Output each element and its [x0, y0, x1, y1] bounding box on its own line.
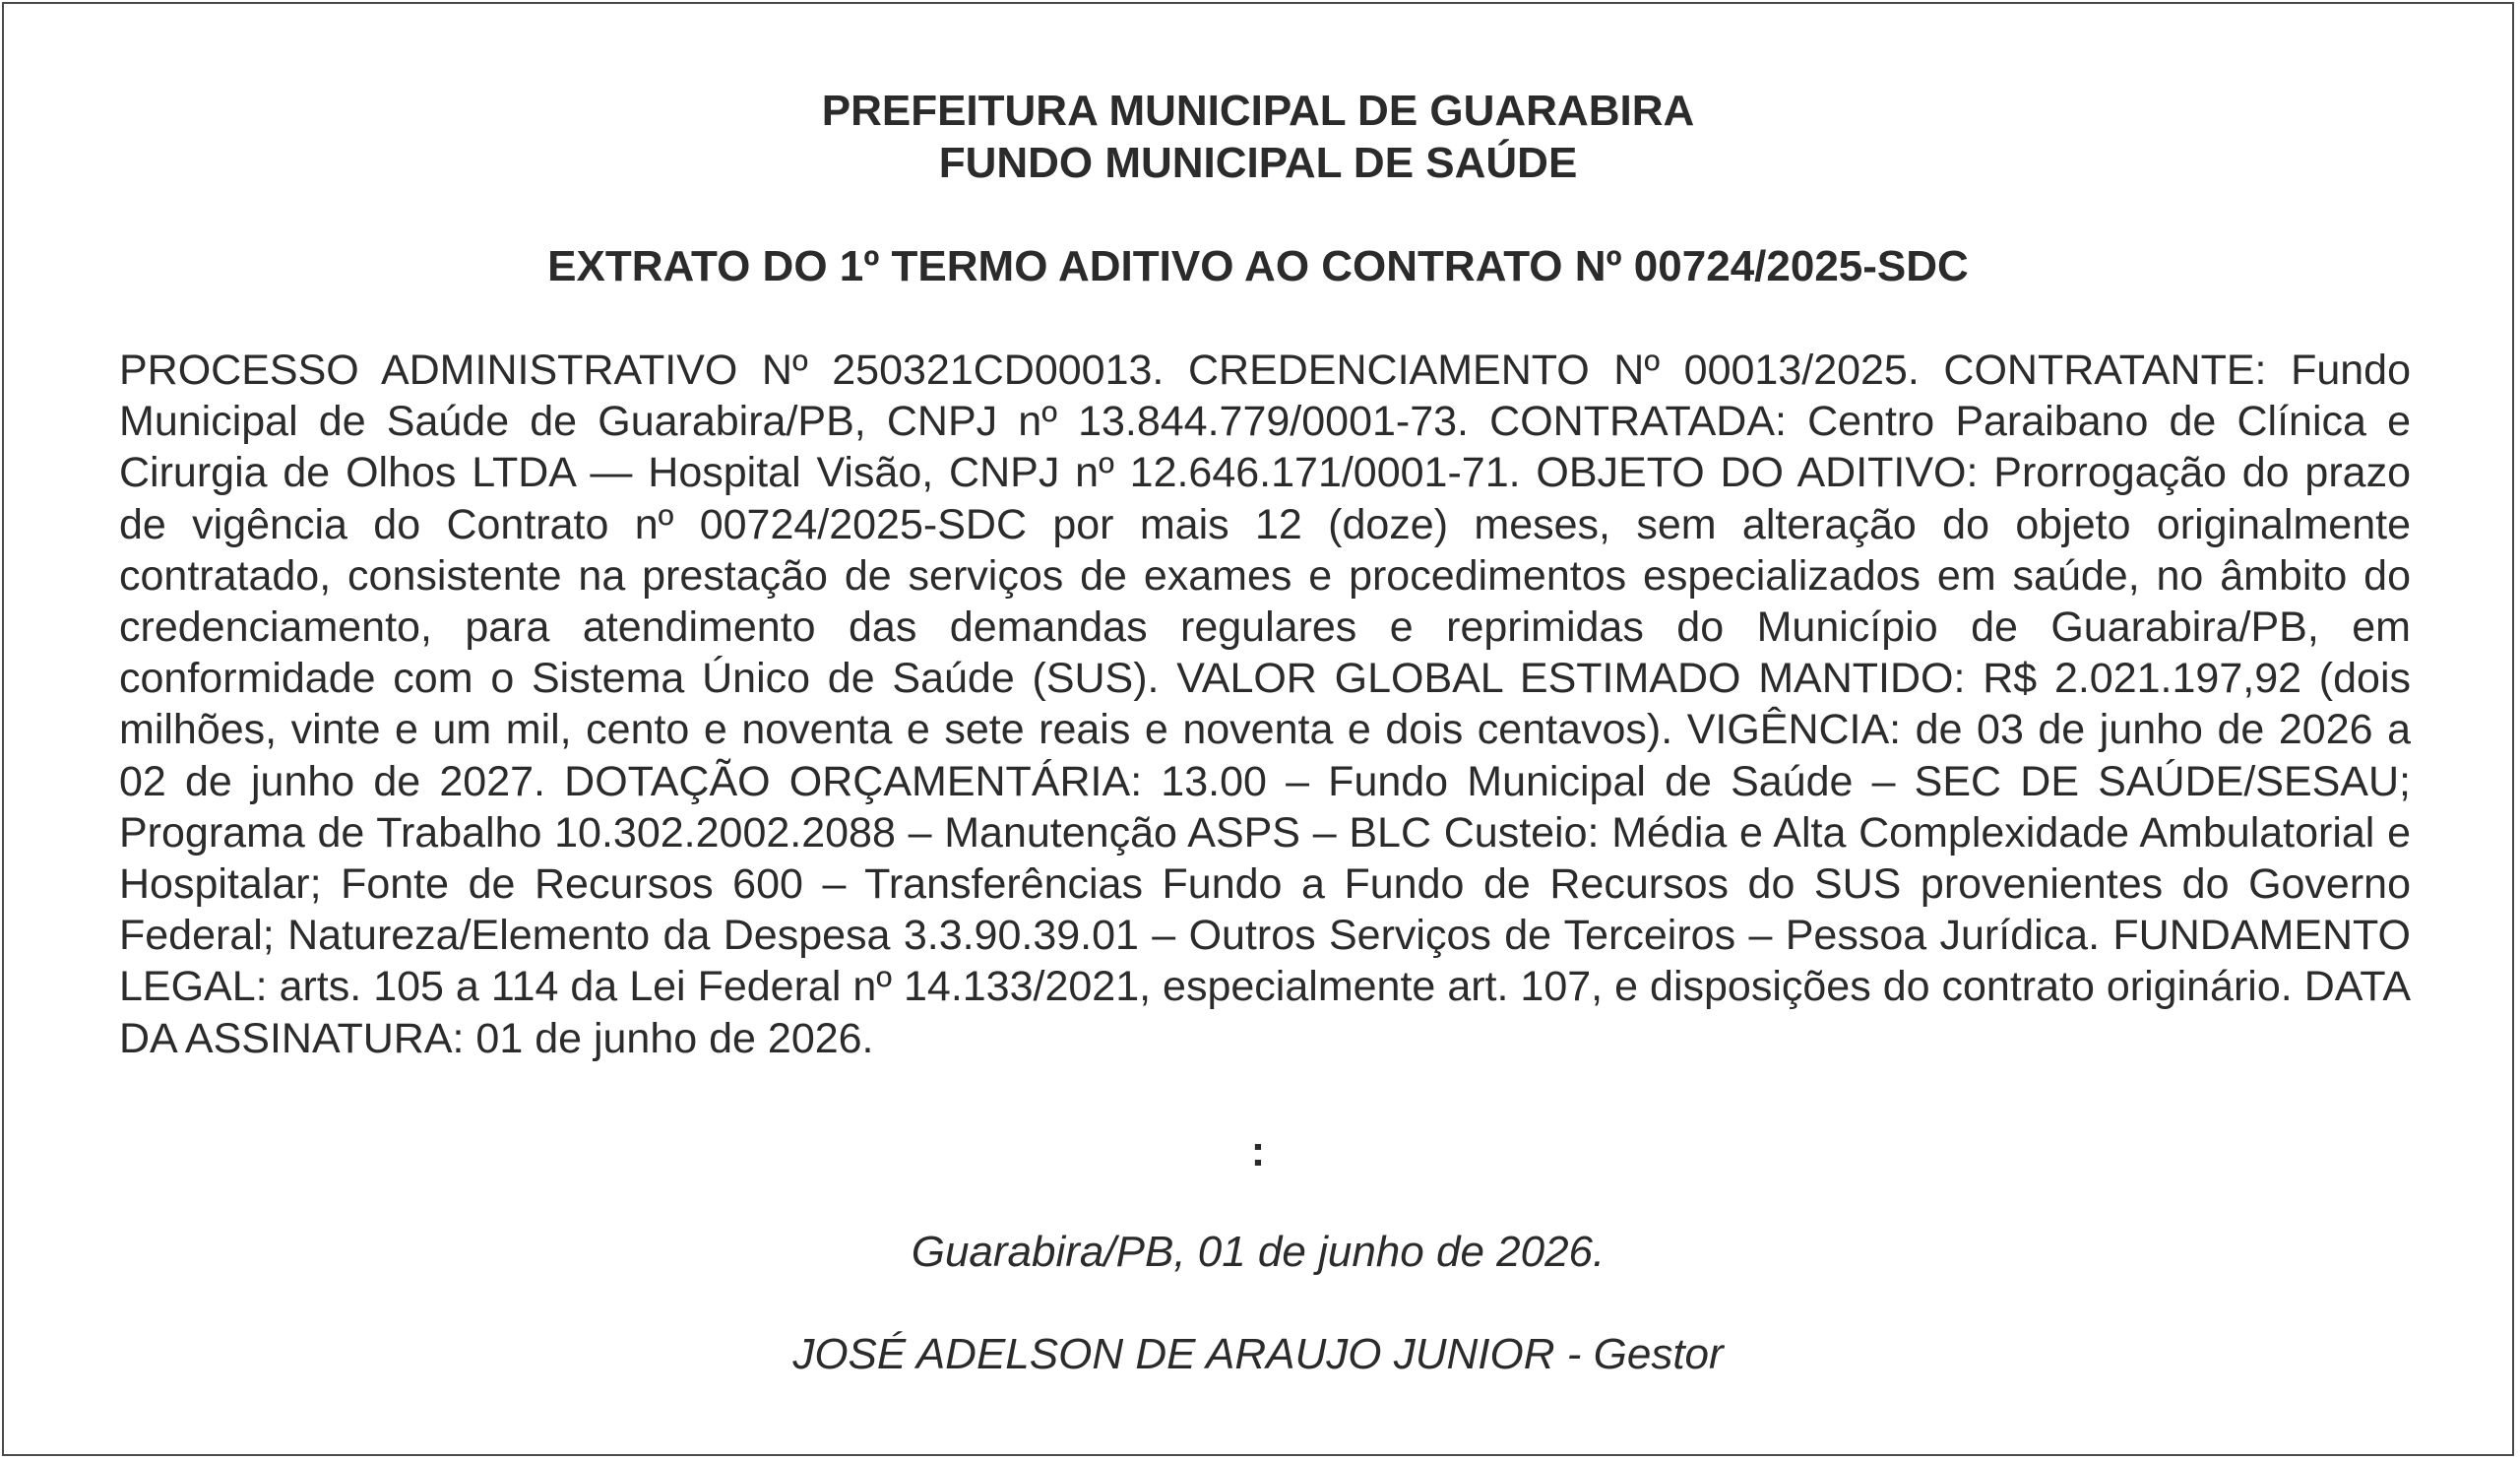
header-municipality: PREFEITURA MUNICIPAL DE GUARABIRA: [821, 87, 1695, 135]
place-date: Guarabira/PB, 01 de junho de 2026.: [911, 1228, 1606, 1276]
document-title: EXTRATO DO 1º TERMO ADITIVO AO CONTRATO Nº 00724/2025-SDC: [547, 242, 1969, 290]
document-body: PROCESSO ADMINISTRATIVO Nº 250321CD00013. CREDENCIAMENTO Nº 00013/2025. CONTRATANTE: Fundo Municipal de Saúde de Guarabira/PB, CNPJ nº 13.844.779/0001-73. CONTRATADA: Centro Paraibano de Clínica e Cirurgia de Olhos LTDA — Hospital Visão, CNPJ nº 12.646.171/0001-71. OBJETO DO ADITIVO: Prorrogação do prazo de vigência do Contrato nº 00724/2025-SDC por mais 12 (doze) meses, sem alteração do objeto originalmente contratado, consistente na prestação de serviços de exames e procedimentos especializados em saúde, no âmbito do credenciamento, para atendimento das demandas regulares e reprimidas do Município de Guarabira/PB, em conformidade com o Sistema Único de Saúde (SUS). VALOR GLOBAL ESTIMADO MANTIDO: R$ 2.021.197,92 (dois milhões, vinte e um mil, cento e noventa e sete reais e noventa e dois centavos). VIGÊNCIA: de 03 de junho de 2026 a 02 de junho de 2027. DOTAÇÃO ORÇAMENTÁRIA: 13.00 – Fundo Municipal de Saúde – SEC DE SAÚDE/SESAU; Programa de Trabalho 10.302.2002.2088 – Manutenção ASPS – BLC Custeio: Média e Alta Complexidade Ambulatorial e Hospitalar; Fonte de Recursos 600 – Transferências Fundo a Fundo de Recursos do SUS provenientes do Governo Federal; Natureza/Elemento da Despesa 3.3.90.39.01 – Outros Serviços de Terceiros – Pessoa Jurídica. FUNDAMENTO LEGAL: arts. 105 a 114 da Lei Federal nº 14.133/2021, especialmente art. 107, e disposições do contrato originário. DATA DA ASSINATURA: 01 de junho de 2026.: [119, 347, 2411, 1062]
document-header: [4, 85, 2512, 189]
signature-line: JOSÉ ADELSON DE ARAUJO JUNIOR - Gestor: [792, 1330, 1724, 1378]
separator-colon: :: [1250, 1127, 1266, 1175]
document-frame: [2, 2, 2514, 1456]
header-fund: FUNDO MUNICIPAL DE SAÚDE: [938, 139, 1578, 187]
